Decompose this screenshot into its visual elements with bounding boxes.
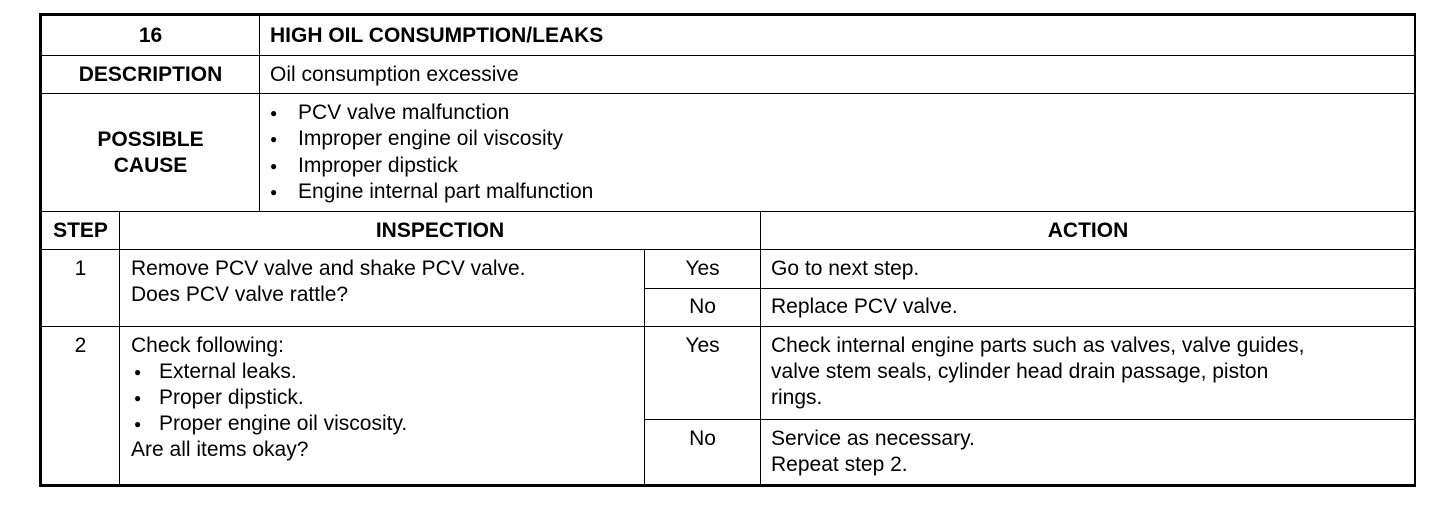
step-2-yes-action-line: Check internal engine parts such as valves, valve guides, xyxy=(771,333,1305,357)
possible-cause-row xyxy=(42,94,1416,212)
troubleshooting-table xyxy=(39,13,1416,487)
step-2-inspection-intro: Check following: xyxy=(131,333,284,357)
procedure-title: HIGH OIL CONSUMPTION/LEAKS xyxy=(260,16,1416,56)
possible-cause-list-cell xyxy=(260,94,1416,212)
procedure-number: 16 xyxy=(42,16,260,56)
step-2-yes-row xyxy=(42,326,1416,419)
possible-cause-item: ● Improper engine oil viscosity xyxy=(266,126,1415,153)
header-row xyxy=(42,16,1416,56)
possible-cause-item: ● PCV valve malfunction xyxy=(266,100,1415,127)
step-1-inspection-line: Remove PCV valve and shake PCV valve. xyxy=(131,257,526,281)
step-1-inspection-line: Does PCV valve rattle? xyxy=(131,283,349,307)
step-2-yes-action xyxy=(761,326,1416,419)
step-2-inspection-list xyxy=(131,359,644,437)
diagnostic-table xyxy=(41,15,1416,485)
step-1-yes-row xyxy=(42,250,1416,288)
step-2-yes-label: Yes xyxy=(645,326,761,419)
step-1-yes-label: Yes xyxy=(645,250,761,288)
step-2-yes-action-line: rings. xyxy=(771,385,823,409)
possible-cause-list xyxy=(266,100,1415,206)
step-2-yes-action-line: valve stem seals, cylinder head drain passage, piston xyxy=(771,359,1269,383)
step-2-number: 2 xyxy=(42,326,120,484)
step-1-no-action: Replace PCV valve. xyxy=(761,288,1416,326)
step-2-no-action-line: Service as necessary. xyxy=(771,426,975,450)
column-header-row xyxy=(42,212,1416,250)
possible-cause-item: ● Improper dipstick xyxy=(266,153,1415,180)
possible-cause-label-line1: POSSIBLE xyxy=(97,127,204,151)
step-1-number: 1 xyxy=(42,250,120,326)
step-2-inspection xyxy=(120,326,645,484)
description-value: Oil consumption excessive xyxy=(260,56,1416,94)
inspection-column-header: INSPECTION xyxy=(120,212,761,250)
step-2-no-action xyxy=(761,419,1416,484)
action-column-header: ACTION xyxy=(761,212,1416,250)
step-2-no-label: No xyxy=(645,419,761,484)
step-2-inspection-item: ● Proper dipstick. xyxy=(131,385,644,411)
description-row xyxy=(42,56,1416,94)
step-2-no-action-line: Repeat step 2. xyxy=(771,452,908,476)
step-column-header: STEP xyxy=(42,212,120,250)
step-1-yes-action: Go to next step. xyxy=(761,250,1416,288)
step-1-inspection xyxy=(120,250,645,326)
possible-cause-label xyxy=(42,94,260,212)
description-label: DESCRIPTION xyxy=(42,56,260,94)
possible-cause-label-line2: CAUSE xyxy=(113,153,188,177)
step-1-no-label: No xyxy=(645,288,761,326)
possible-cause-item: ● Engine internal part malfunction xyxy=(266,179,1415,206)
step-2-inspection-question: Are all items okay? xyxy=(131,437,309,461)
step-2-inspection-item: ● Proper engine oil viscosity. xyxy=(131,411,644,437)
step-2-inspection-item: ● External leaks. xyxy=(131,359,644,385)
